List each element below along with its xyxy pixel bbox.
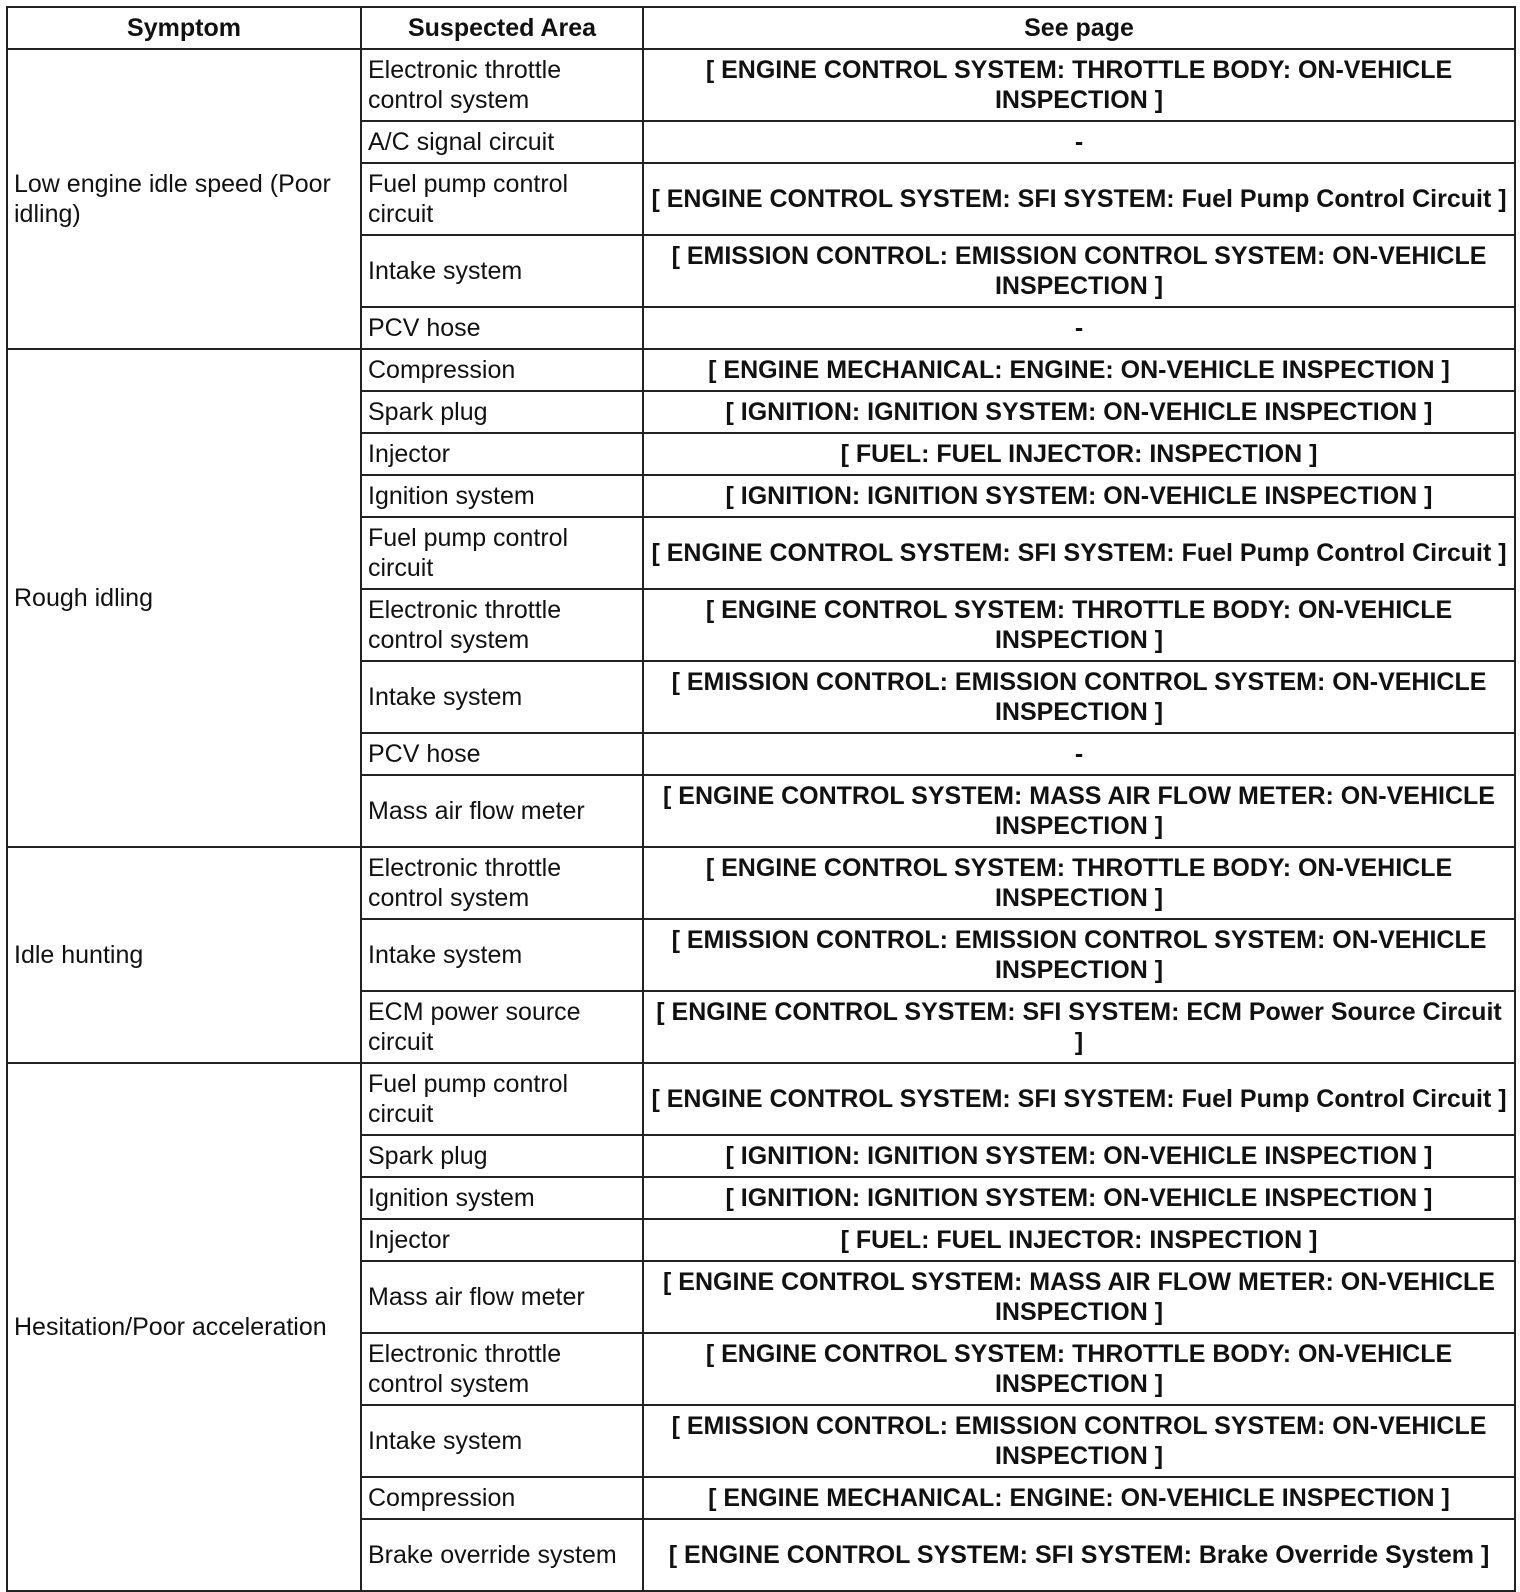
symptom-cell: Hesitation/Poor acceleration: [7, 1063, 361, 1591]
header-suspected-area: Suspected Area: [361, 7, 643, 49]
header-symptom: Symptom: [7, 7, 361, 49]
suspected-area-cell: Mass air flow meter: [361, 1261, 643, 1333]
suspected-area-cell: Intake system: [361, 235, 643, 307]
suspected-area-cell: Electronic throttle control system: [361, 589, 643, 661]
see-page-cell: [ FUEL: FUEL INJECTOR: INSPECTION ]: [643, 433, 1515, 475]
see-page-cell: -: [643, 733, 1515, 775]
see-page-cell: [ ENGINE CONTROL SYSTEM: MASS AIR FLOW METER: ON-VEHICLE INSPECTION ]: [643, 1261, 1515, 1333]
see-page-cell: [ IGNITION: IGNITION SYSTEM: ON-VEHICLE INSPECTION ]: [643, 391, 1515, 433]
suspected-area-cell: Electronic throttle control system: [361, 1333, 643, 1405]
suspected-area-cell: Ignition system: [361, 1177, 643, 1219]
suspected-area-cell: Brake override system: [361, 1519, 643, 1591]
see-page-cell: [ ENGINE CONTROL SYSTEM: THROTTLE BODY: ON-VEHICLE INSPECTION ]: [643, 1333, 1515, 1405]
see-page-cell: [ ENGINE CONTROL SYSTEM: SFI SYSTEM: Brake Override System ]: [643, 1519, 1515, 1591]
suspected-area-cell: Spark plug: [361, 391, 643, 433]
suspected-area-cell: Electronic throttle control system: [361, 847, 643, 919]
see-page-cell: [ ENGINE CONTROL SYSTEM: THROTTLE BODY: ON-VEHICLE INSPECTION ]: [643, 589, 1515, 661]
see-page-cell: [ ENGINE CONTROL SYSTEM: SFI SYSTEM: Fuel Pump Control Circuit ]: [643, 1063, 1515, 1135]
suspected-area-cell: Compression: [361, 349, 643, 391]
see-page-cell: [ ENGINE CONTROL SYSTEM: SFI SYSTEM: ECM Power Source Circuit ]: [643, 991, 1515, 1063]
header-row: [7, 7, 1515, 49]
symptom-cell: Low engine idle speed (Poor idling): [7, 49, 361, 349]
table-row: [7, 847, 1515, 919]
suspected-area-cell: Ignition system: [361, 475, 643, 517]
see-page-cell: [ EMISSION CONTROL: EMISSION CONTROL SYSTEM: ON-VEHICLE INSPECTION ]: [643, 1405, 1515, 1477]
symptom-table: [6, 6, 1516, 1592]
suspected-area-cell: Fuel pump control circuit: [361, 517, 643, 589]
suspected-area-cell: Intake system: [361, 919, 643, 991]
suspected-area-cell: Injector: [361, 433, 643, 475]
see-page-cell: [ ENGINE CONTROL SYSTEM: SFI SYSTEM: Fuel Pump Control Circuit ]: [643, 517, 1515, 589]
suspected-area-cell: PCV hose: [361, 307, 643, 349]
header-see-page: See page: [643, 7, 1515, 49]
table-row: [7, 49, 1515, 121]
table-row: [7, 349, 1515, 391]
see-page-cell: -: [643, 121, 1515, 163]
suspected-area-cell: Intake system: [361, 1405, 643, 1477]
symptom-cell: Idle hunting: [7, 847, 361, 1063]
see-page-cell: [ ENGINE CONTROL SYSTEM: SFI SYSTEM: Fuel Pump Control Circuit ]: [643, 163, 1515, 235]
suspected-area-cell: ECM power source circuit: [361, 991, 643, 1063]
see-page-cell: [ FUEL: FUEL INJECTOR: INSPECTION ]: [643, 1219, 1515, 1261]
see-page-cell: [ ENGINE MECHANICAL: ENGINE: ON-VEHICLE INSPECTION ]: [643, 349, 1515, 391]
suspected-area-cell: Intake system: [361, 661, 643, 733]
see-page-cell: [ ENGINE CONTROL SYSTEM: THROTTLE BODY: ON-VEHICLE INSPECTION ]: [643, 49, 1515, 121]
symptom-cell: Rough idling: [7, 349, 361, 847]
suspected-area-cell: PCV hose: [361, 733, 643, 775]
suspected-area-cell: A/C signal circuit: [361, 121, 643, 163]
see-page-cell: [ EMISSION CONTROL: EMISSION CONTROL SYSTEM: ON-VEHICLE INSPECTION ]: [643, 235, 1515, 307]
see-page-cell: -: [643, 307, 1515, 349]
see-page-cell: [ ENGINE CONTROL SYSTEM: THROTTLE BODY: ON-VEHICLE INSPECTION ]: [643, 847, 1515, 919]
suspected-area-cell: Compression: [361, 1477, 643, 1519]
suspected-area-cell: Injector: [361, 1219, 643, 1261]
see-page-cell: [ IGNITION: IGNITION SYSTEM: ON-VEHICLE INSPECTION ]: [643, 475, 1515, 517]
see-page-cell: [ ENGINE CONTROL SYSTEM: MASS AIR FLOW METER: ON-VEHICLE INSPECTION ]: [643, 775, 1515, 847]
suspected-area-cell: Mass air flow meter: [361, 775, 643, 847]
suspected-area-cell: Fuel pump control circuit: [361, 163, 643, 235]
see-page-cell: [ IGNITION: IGNITION SYSTEM: ON-VEHICLE INSPECTION ]: [643, 1135, 1515, 1177]
table-body: [7, 49, 1515, 1591]
see-page-cell: [ EMISSION CONTROL: EMISSION CONTROL SYSTEM: ON-VEHICLE INSPECTION ]: [643, 661, 1515, 733]
suspected-area-cell: Fuel pump control circuit: [361, 1063, 643, 1135]
table-row: [7, 1063, 1515, 1135]
see-page-cell: [ ENGINE MECHANICAL: ENGINE: ON-VEHICLE INSPECTION ]: [643, 1477, 1515, 1519]
suspected-area-cell: Electronic throttle control system: [361, 49, 643, 121]
suspected-area-cell: Spark plug: [361, 1135, 643, 1177]
see-page-cell: [ IGNITION: IGNITION SYSTEM: ON-VEHICLE INSPECTION ]: [643, 1177, 1515, 1219]
see-page-cell: [ EMISSION CONTROL: EMISSION CONTROL SYSTEM: ON-VEHICLE INSPECTION ]: [643, 919, 1515, 991]
